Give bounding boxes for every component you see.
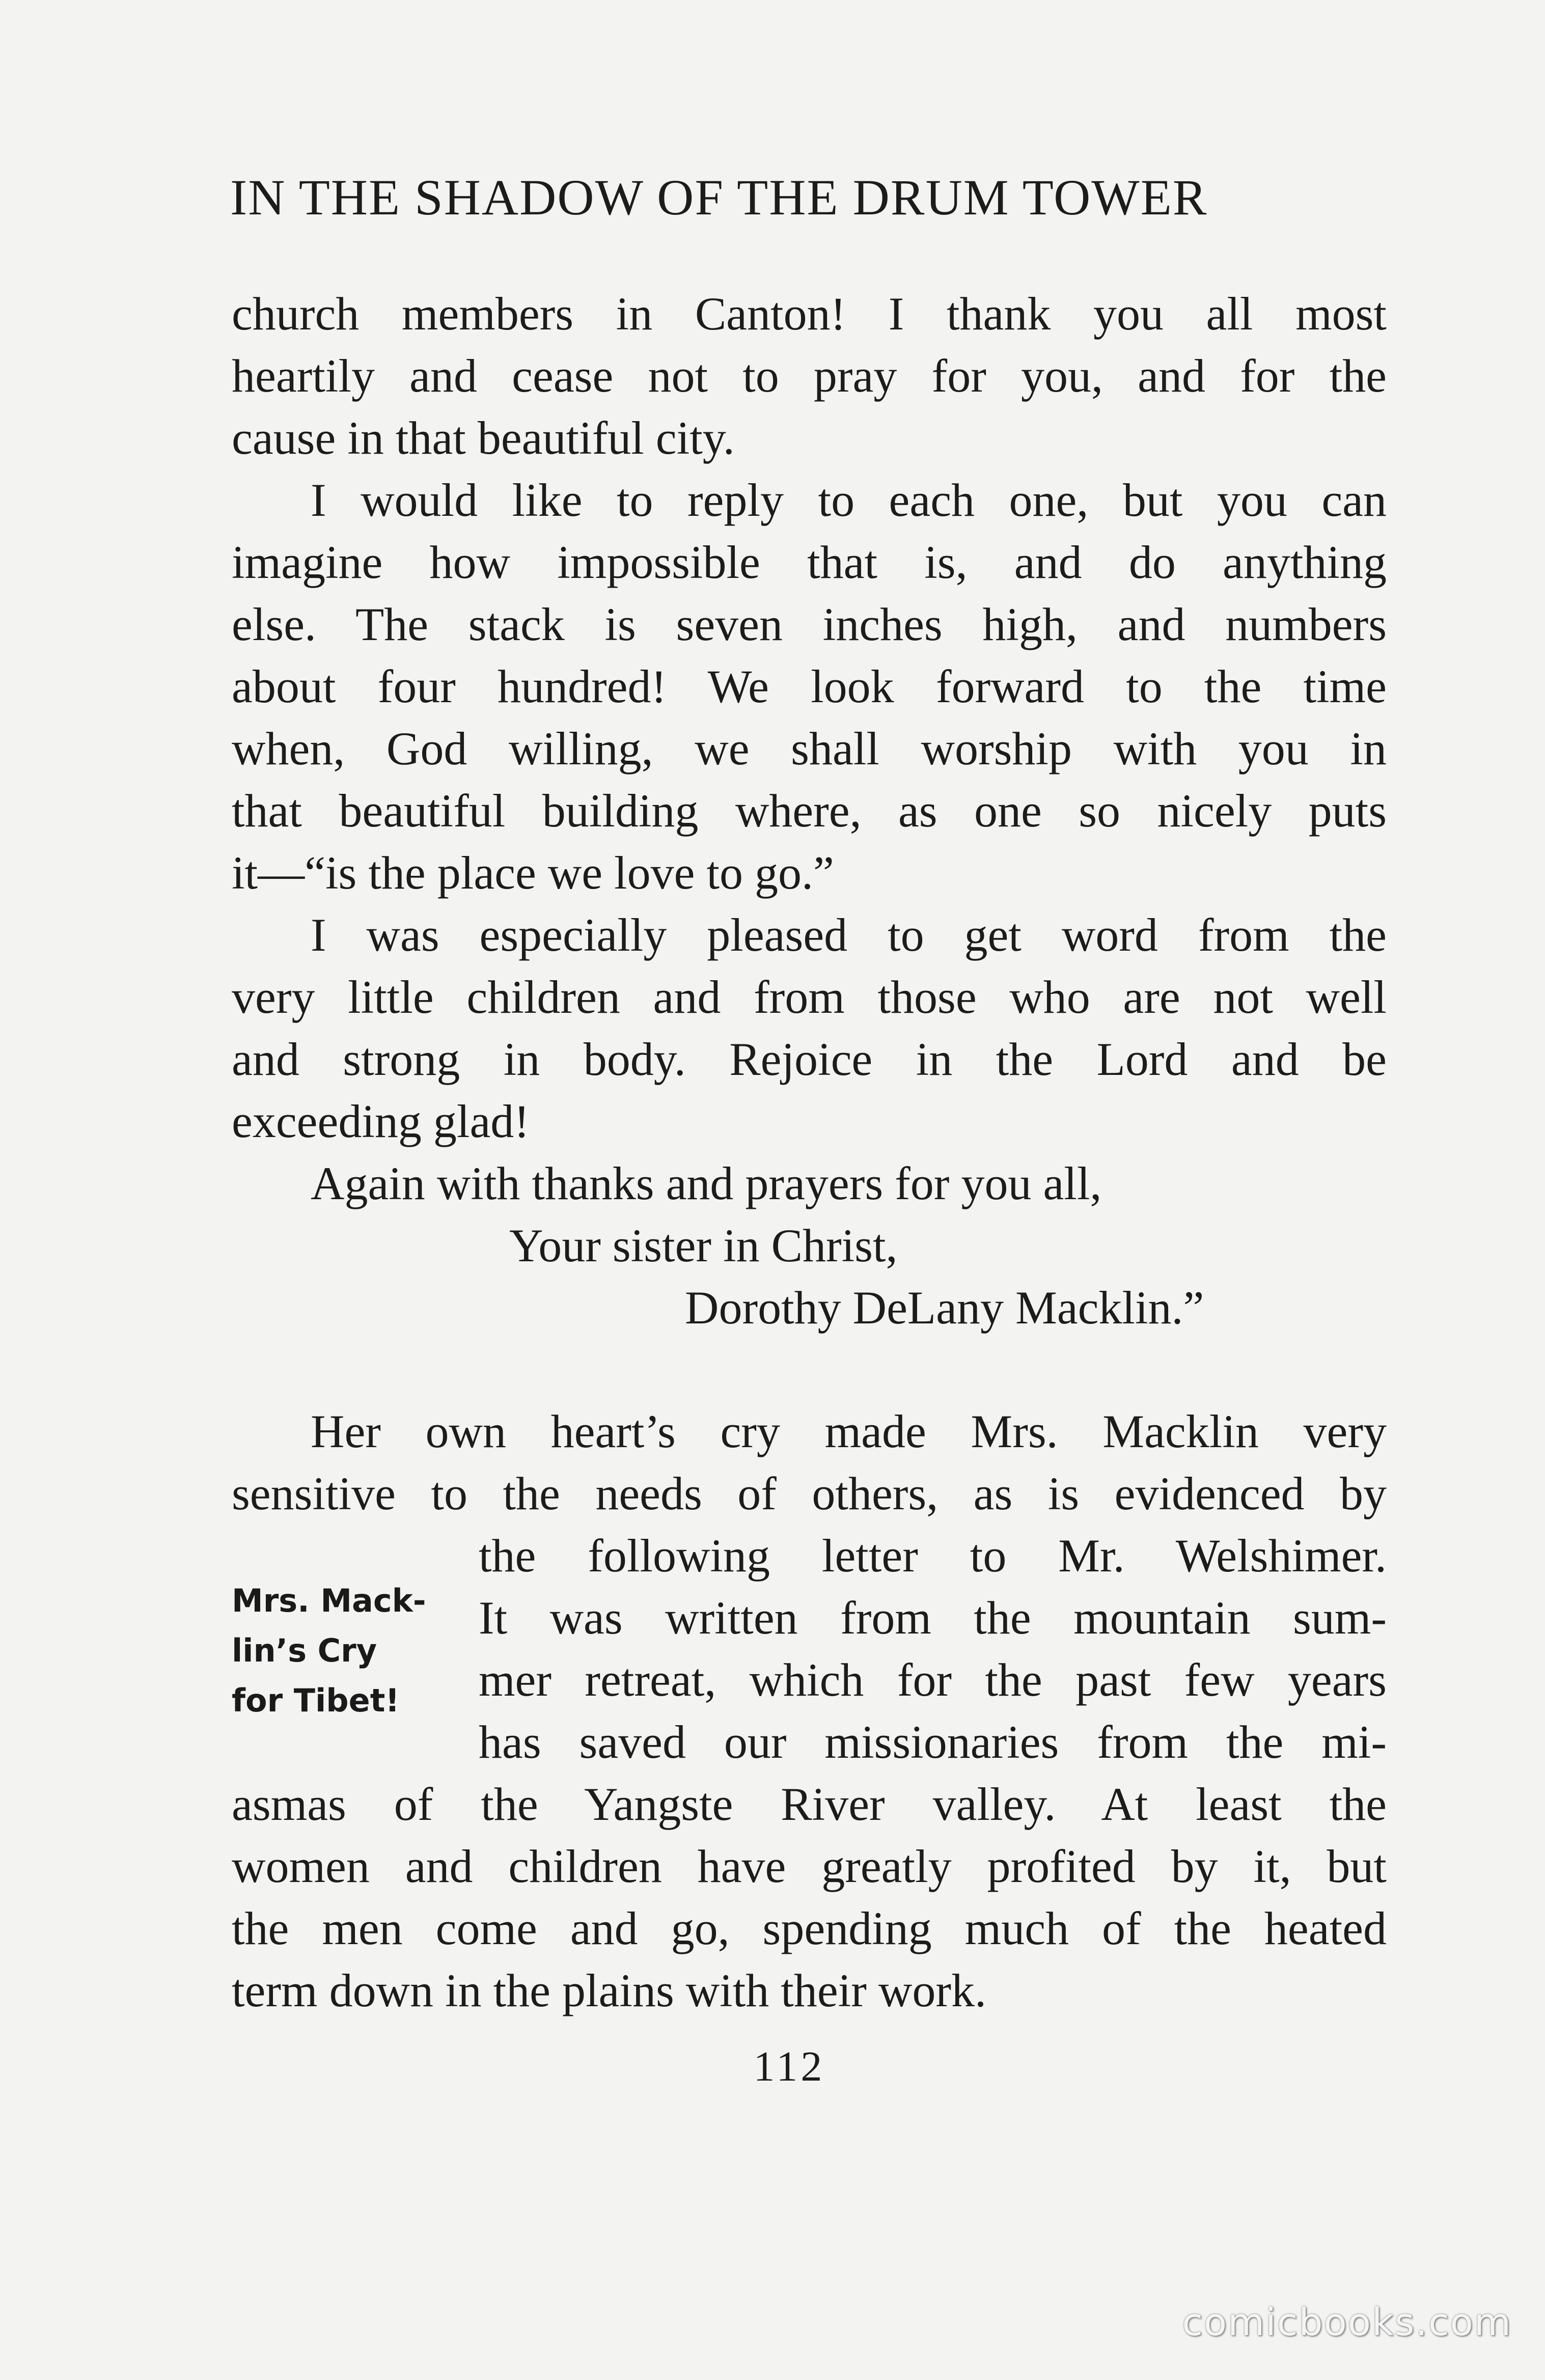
text-line: cause in that beautiful city.	[232, 412, 735, 464]
text-line: asmas of the Yangste River valley. At least the	[232, 1778, 1387, 1830]
text-line: about four hundred! We look forward to the time	[232, 660, 1387, 712]
text-line: it—“is the place we love to go.”	[232, 847, 834, 899]
closing-line: Again with thanks and prayers for you all,	[311, 1157, 1102, 1209]
text-line: the men come and go, spending much of the heated	[232, 1902, 1387, 1954]
margin-note-line: lin’s Cry	[232, 1632, 377, 1669]
text-line: Her own heart’s cry made Mrs. Macklin very	[311, 1405, 1387, 1457]
text-line: I would like to reply to each one, but you can	[311, 474, 1387, 526]
text-line: exceeding glad!	[232, 1095, 530, 1147]
letter-text	[232, 283, 1387, 1339]
signature-line: Dorothy DeLany Macklin.”	[685, 1282, 1204, 1334]
text-line: mer retreat, which for the past few years	[479, 1654, 1387, 1706]
page-number: 112	[753, 2043, 825, 2090]
text-line: else. The stack is seven inches high, and numbers	[232, 598, 1387, 650]
margin-note-line: Mrs. Mack-	[232, 1582, 426, 1619]
margin-note	[232, 1576, 456, 1726]
text-line: church members in Canton! I thank you all most	[232, 288, 1387, 340]
running-header: IN THE SHADOW OF THE DRUM TOWER	[230, 169, 1208, 226]
text-line: when, God willing, we shall worship with you in	[232, 723, 1387, 774]
text-line: I was especially pleased to get word from the	[311, 909, 1387, 961]
text-line: that beautiful building where, as one so nicely puts	[232, 785, 1387, 837]
text-line: and strong in body. Rejoice in the Lord and be	[232, 1033, 1387, 1085]
closing-line: Your sister in Christ,	[509, 1220, 898, 1271]
text-line: women and children have greatly profited by it, but	[232, 1840, 1387, 1892]
text-line: heartily and cease not to pray for you, and for the	[232, 350, 1387, 402]
text-line: the following letter to Mr. Welshimer.	[479, 1530, 1387, 1582]
watermark: comicbooks.com	[1182, 2301, 1512, 2344]
text-line: imagine how impossible that is, and do anything	[232, 536, 1387, 588]
text-line: sensitive to the needs of others, as is evidenced by	[232, 1468, 1387, 1519]
text-line: term down in the plains with their work.	[232, 1964, 986, 2016]
text-line: very little children and from those who are not well	[232, 971, 1387, 1023]
text-line: It was written from the mountain sum-	[479, 1592, 1387, 1644]
margin-note-line: for Tibet!	[232, 1682, 400, 1719]
text-line: has saved our missionaries from the mi-	[479, 1716, 1387, 1768]
